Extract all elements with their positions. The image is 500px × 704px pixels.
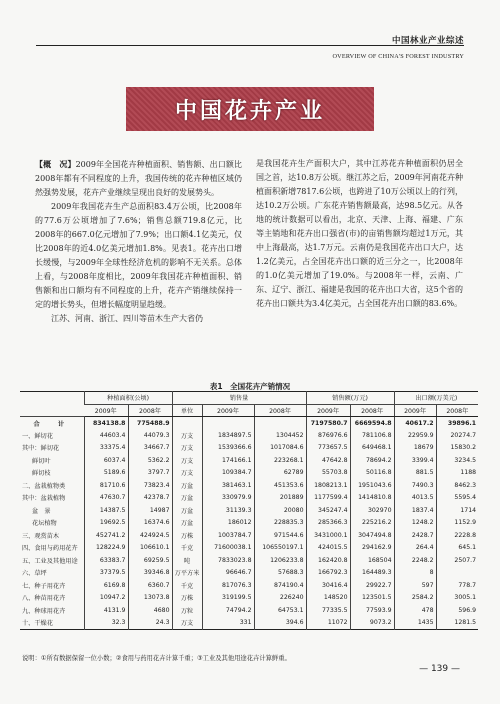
value-cell: 1152.9 <box>436 517 478 530</box>
value-cell: 302970 <box>350 504 394 517</box>
row-category: 其中：鲜切花 <box>22 445 60 453</box>
value-cell: 11072 <box>306 617 350 630</box>
value-cell: 37379.5 <box>84 567 128 580</box>
table-title: 表1 全国花卉产销情况 <box>209 382 291 391</box>
value-cell <box>254 417 306 430</box>
value-cell: 71600038.1 <box>202 542 254 555</box>
value-cell: 4131.9 <box>84 604 128 617</box>
value-cell: 1834897.5 <box>202 429 254 442</box>
value-cell: 20274.7 <box>436 429 478 442</box>
value-cell: 8462.3 <box>436 479 478 492</box>
unit-cell: 万粒 <box>172 604 202 617</box>
value-cell: 6037.4 <box>84 454 128 467</box>
value-cell: 5362.2 <box>128 454 172 467</box>
row-category: 一、鲜切花 <box>22 432 53 440</box>
value-cell: 285366.3 <box>306 517 350 530</box>
value-cell: 3399.4 <box>394 454 436 467</box>
value-cell: 330979.9 <box>202 492 254 505</box>
header-rule <box>36 45 464 46</box>
value-cell: 164489.3 <box>350 567 394 580</box>
row-category: 八、种苗用花卉 <box>22 595 66 603</box>
value-cell: 223268.1 <box>254 454 306 467</box>
value-cell: 1435 <box>394 617 436 630</box>
value-cell: 1188 <box>436 467 478 480</box>
row-category: 鲜切叶 <box>32 457 51 465</box>
subheader: 2009年 <box>202 404 254 417</box>
value-cell: 168504 <box>350 554 394 567</box>
section-title-cn: 中国林业产业综述 <box>391 36 464 46</box>
flower-production-table <box>20 391 478 630</box>
value-cell: 30416.4 <box>306 579 350 592</box>
value-cell: 478 <box>394 604 436 617</box>
value-cell: 345247.4 <box>306 504 350 517</box>
article-title: 中国花卉产业 <box>174 98 325 124</box>
value-cell: 1539366.6 <box>202 442 254 455</box>
value-cell: 1281.5 <box>436 617 478 630</box>
table-row <box>20 479 478 492</box>
value-cell: 20080 <box>254 504 306 517</box>
value-cell: 3431000.1 <box>306 529 350 542</box>
subheader: 2008年 <box>436 404 478 417</box>
row-category: 十、干燥花 <box>22 620 53 627</box>
value-cell: 1808213.1 <box>306 479 350 492</box>
value-cell: 2248.2 <box>394 554 436 567</box>
row-category: 六、草坪 <box>22 570 47 578</box>
value-cell: 6360.7 <box>128 579 172 592</box>
value-cell: 47630.7 <box>84 492 128 505</box>
value-cell: 24.3 <box>128 617 172 630</box>
table-row <box>20 417 478 430</box>
value-cell: 42378.7 <box>128 492 172 505</box>
value-cell: 319199.5 <box>202 592 254 605</box>
unit-cell: 吨 <box>172 554 202 567</box>
table-row <box>20 492 478 505</box>
value-cell: 162420.8 <box>306 554 350 567</box>
value-cell: 971544.6 <box>254 529 306 542</box>
unit-cell <box>172 417 202 430</box>
value-cell: 148520 <box>306 592 350 605</box>
subheader: 2009年 <box>306 404 350 417</box>
value-cell: 2584.2 <box>394 592 436 605</box>
value-cell: 1951043.6 <box>350 479 394 492</box>
row-category: 鲜切枝 <box>32 470 51 478</box>
value-cell: 32.3 <box>84 617 128 630</box>
paragraph: 江苏、河南、浙江、四川等苗木生产大省仍 <box>51 314 203 323</box>
value-cell: 781106.8 <box>350 429 394 442</box>
header-sales-value: 销售额(万元) <box>306 392 394 405</box>
value-cell: 3047494.8 <box>350 529 394 542</box>
value-cell: 773657.5 <box>306 442 350 455</box>
value-cell: 57688.3 <box>254 567 306 580</box>
value-cell: 1837.4 <box>394 504 436 517</box>
table-row <box>20 579 478 592</box>
value-cell: 817076.3 <box>202 579 254 592</box>
paragraph: 2009年我国花卉生产总面积83.4万公顷，比2008年的77.6万公顷增加了7.6%；销售总额719.8亿元，比2008年的667.0亿元增加了7.9%；出口额4.1亿美元，仅比2008年的近4.0亿美元增加1.8%。见表1。花卉出口增长缓慢，与2009年全球性经济危机的影响不无关系。总体上看，与2008年度相比，2009年我国花卉种植面积、销售额和出口额均有不同程度的上升，花卉产销继续保持一定的增长势头，但增长幅度明显趋缓。 <box>35 202 242 309</box>
table-row <box>20 617 478 630</box>
value-cell: 775488.9 <box>128 417 172 430</box>
row-category: 九、种球用花卉 <box>22 607 66 615</box>
value-cell: 62789 <box>254 467 306 480</box>
value-cell: 31139.3 <box>202 504 254 517</box>
article-column-left <box>35 157 242 326</box>
value-cell: 381463.1 <box>202 479 254 492</box>
table-row <box>20 467 478 480</box>
value-cell: 4680 <box>128 604 172 617</box>
value-cell: 876976.6 <box>306 429 350 442</box>
value-cell: 424924.5 <box>128 529 172 542</box>
value-cell: 39896.1 <box>436 417 478 430</box>
header-category <box>20 392 84 417</box>
value-cell: 394.6 <box>254 617 306 630</box>
value-cell: 96646.7 <box>202 567 254 580</box>
header-area: 种植面积(公顷) <box>84 392 172 405</box>
value-cell: 1414810.8 <box>350 492 394 505</box>
unit-cell: 万株 <box>172 529 202 542</box>
row-category: 合 计 <box>33 420 71 428</box>
paragraph: 【概 况】2009年全国花卉种植面积、销售额、出口额比2008年都有不同程度的上升，我国传统的花卉种植区域仍然强势发展，花卉产业继续呈现出良好的发展势头。 <box>35 159 243 197</box>
value-cell: 39346.8 <box>128 567 172 580</box>
value-cell: 78694.2 <box>350 454 394 467</box>
table-row <box>20 604 478 617</box>
value-cell: 2507.7 <box>436 554 478 567</box>
article-column-right <box>256 157 463 311</box>
value-cell: 228835.3 <box>254 517 306 530</box>
value-cell: 645.1 <box>436 542 478 555</box>
value-cell: 874190.4 <box>254 579 306 592</box>
table-row <box>20 529 478 542</box>
value-cell: 50116.8 <box>350 467 394 480</box>
value-cell: 73823.4 <box>128 479 172 492</box>
table-row <box>20 442 478 455</box>
unit-cell: 万盆 <box>172 504 202 517</box>
value-cell: 34667.7 <box>128 442 172 455</box>
value-cell: 174166.1 <box>202 454 254 467</box>
unit-cell: 万支 <box>172 454 202 467</box>
value-cell: 1206233.8 <box>254 554 306 567</box>
unit-cell: 万支 <box>172 467 202 480</box>
value-cell: 1714 <box>436 504 478 517</box>
value-cell: 3797.7 <box>128 467 172 480</box>
value-cell: 5595.4 <box>436 492 478 505</box>
page-number: — 139 — <box>419 664 460 674</box>
value-cell: 201889 <box>254 492 306 505</box>
section-tag: 【概 况】 <box>35 159 76 169</box>
unit-cell: 万支 <box>172 429 202 442</box>
subheader: 2008年 <box>254 404 306 417</box>
value-cell: 10947.2 <box>84 592 128 605</box>
unit-cell: 万平方米 <box>172 567 202 580</box>
row-category: 其中：盆栽植物 <box>22 495 66 503</box>
unit-cell: 万盆 <box>172 492 202 505</box>
value-cell: 226240 <box>254 592 306 605</box>
value-cell: 778.7 <box>436 579 478 592</box>
row-category: 三、观赏苗木 <box>22 532 60 540</box>
row-category: 七、种子用花卉 <box>22 582 66 590</box>
value-cell: 2428.7 <box>394 529 436 542</box>
value-cell: 1248.2 <box>394 517 436 530</box>
value-cell: 6169.8 <box>84 579 128 592</box>
value-cell: 451353.6 <box>254 479 306 492</box>
value-cell: 14987 <box>128 504 172 517</box>
subheader: 2009年 <box>84 404 128 417</box>
table-row <box>20 567 478 580</box>
row-category: 五、工业及其他用途 <box>22 557 78 565</box>
value-cell: 6669594.8 <box>350 417 394 430</box>
value-cell: 77335.5 <box>306 604 350 617</box>
value-cell: 15830.2 <box>436 442 478 455</box>
value-cell: 834138.8 <box>84 417 128 430</box>
row-category: 二、盆栽植物类 <box>22 482 66 490</box>
value-cell: 69259.5 <box>128 554 172 567</box>
value-cell: 44603.4 <box>84 429 128 442</box>
value-cell <box>202 417 254 430</box>
unit-cell: 千克 <box>172 542 202 555</box>
paragraph: 是我国花卉生产面积大户，其中江苏花卉种植面积仍居全国之首，达10.8万公顷。继江苏之后，2009年河南花卉种植面积新增7817.6公顷，也跨进了10万公顷以上的行列，达10.2万公顷。广东花卉销售额最高，达98.5亿元。从各地的统计数据可以看出，北京、天津、上海、福建、广东等主销地和花卉出口强省(市)的亩销售额均超过1万元，其中上海最高，达1.7万元。云南仍是我国花卉出口大户，达1.2亿美元，占全国花卉出口额的近三分之一，比2008年的1.0亿美元增加了19.0%。与2008年一样，云南、广东、辽宁、浙江、福建是我国的花卉出口大省，这5个省的花卉出口额共为3.4亿美元，占全国花卉出口额的83.6%。 <box>256 159 463 308</box>
unit-cell: 千克 <box>172 579 202 592</box>
value-cell: 5189.6 <box>84 467 128 480</box>
subheader: 2008年 <box>350 404 394 417</box>
value-cell: 424015.5 <box>306 542 350 555</box>
title-banner <box>126 87 374 131</box>
row-category: 四、食用与药用花卉 <box>22 545 78 553</box>
table-body <box>20 417 478 630</box>
value-cell: 452741.2 <box>84 529 128 542</box>
value-cell: 1017084.6 <box>254 442 306 455</box>
value-cell: 881.5 <box>394 467 436 480</box>
value-cell: 18679 <box>394 442 436 455</box>
value-cell: 264.4 <box>394 542 436 555</box>
value-cell: 7490.3 <box>394 479 436 492</box>
header-export: 出口额(万美元) <box>394 392 478 405</box>
value-cell: 16374.6 <box>128 517 172 530</box>
value-cell: 55703.8 <box>306 467 350 480</box>
value-cell: 294162.9 <box>350 542 394 555</box>
value-cell: 8 <box>394 567 436 580</box>
value-cell: 331 <box>202 617 254 630</box>
table-row <box>20 542 478 555</box>
value-cell: 29922.7 <box>350 579 394 592</box>
value-cell: 63383.7 <box>84 554 128 567</box>
subheader: 2008年 <box>128 404 172 417</box>
value-cell <box>436 567 478 580</box>
value-cell: 596.9 <box>436 604 478 617</box>
table-row <box>20 554 478 567</box>
table-row <box>20 517 478 530</box>
value-cell: 106550197.1 <box>254 542 306 555</box>
table-row <box>20 504 478 517</box>
value-cell: 597 <box>394 579 436 592</box>
value-cell: 3234.5 <box>436 454 478 467</box>
value-cell: 128224.9 <box>84 542 128 555</box>
value-cell: 225216.2 <box>350 517 394 530</box>
value-cell: 7197580.7 <box>306 417 350 430</box>
value-cell: 166792.3 <box>306 567 350 580</box>
value-cell: 14387.5 <box>84 504 128 517</box>
table-row <box>20 429 478 442</box>
value-cell: 649468.1 <box>350 442 394 455</box>
value-cell: 3005.1 <box>436 592 478 605</box>
value-cell: 2228.8 <box>436 529 478 542</box>
value-cell: 123501.5 <box>350 592 394 605</box>
value-cell: 9073.2 <box>350 617 394 630</box>
unit-cell: 万盆 <box>172 479 202 492</box>
value-cell: 74794.2 <box>202 604 254 617</box>
row-category: 花坛植物 <box>32 520 57 528</box>
header-sales-volume: 销售量 <box>172 392 306 405</box>
value-cell: 19692.5 <box>84 517 128 530</box>
value-cell: 186012 <box>202 517 254 530</box>
value-cell: 7833023.8 <box>202 554 254 567</box>
value-cell: 1304452 <box>254 429 306 442</box>
value-cell: 47642.8 <box>306 454 350 467</box>
value-cell: 44079.3 <box>128 429 172 442</box>
unit-cell: 万盆 <box>172 517 202 530</box>
value-cell: 1003784.7 <box>202 529 254 542</box>
value-cell: 33375.4 <box>84 442 128 455</box>
table-note: 说明：①所有数据保留一位小数；②食用与药用花卉计算千重；③工业及其他用途花卉计算鲜重。 <box>22 655 291 662</box>
section-title-en: OVERVIEW OF CHINA'S FOREST INDUSTRY <box>332 53 464 60</box>
value-cell: 109384.7 <box>202 467 254 480</box>
value-cell: 64753.1 <box>254 604 306 617</box>
value-cell: 77593.9 <box>350 604 394 617</box>
unit-cell: 万株 <box>172 592 202 605</box>
row-category: 盆 景 <box>32 507 51 515</box>
value-cell: 40617.2 <box>394 417 436 430</box>
unit-cell: 万支 <box>172 442 202 455</box>
table-row <box>20 454 478 467</box>
value-cell: 81710.6 <box>84 479 128 492</box>
subheader: 单位 <box>172 404 202 417</box>
table-row <box>20 592 478 605</box>
value-cell: 106610.1 <box>128 542 172 555</box>
subheader: 2009年 <box>394 404 436 417</box>
value-cell: 13073.8 <box>128 592 172 605</box>
value-cell: 1177599.4 <box>306 492 350 505</box>
unit-cell: 万支 <box>172 617 202 630</box>
value-cell: 4013.5 <box>394 492 436 505</box>
value-cell: 22959.9 <box>394 429 436 442</box>
